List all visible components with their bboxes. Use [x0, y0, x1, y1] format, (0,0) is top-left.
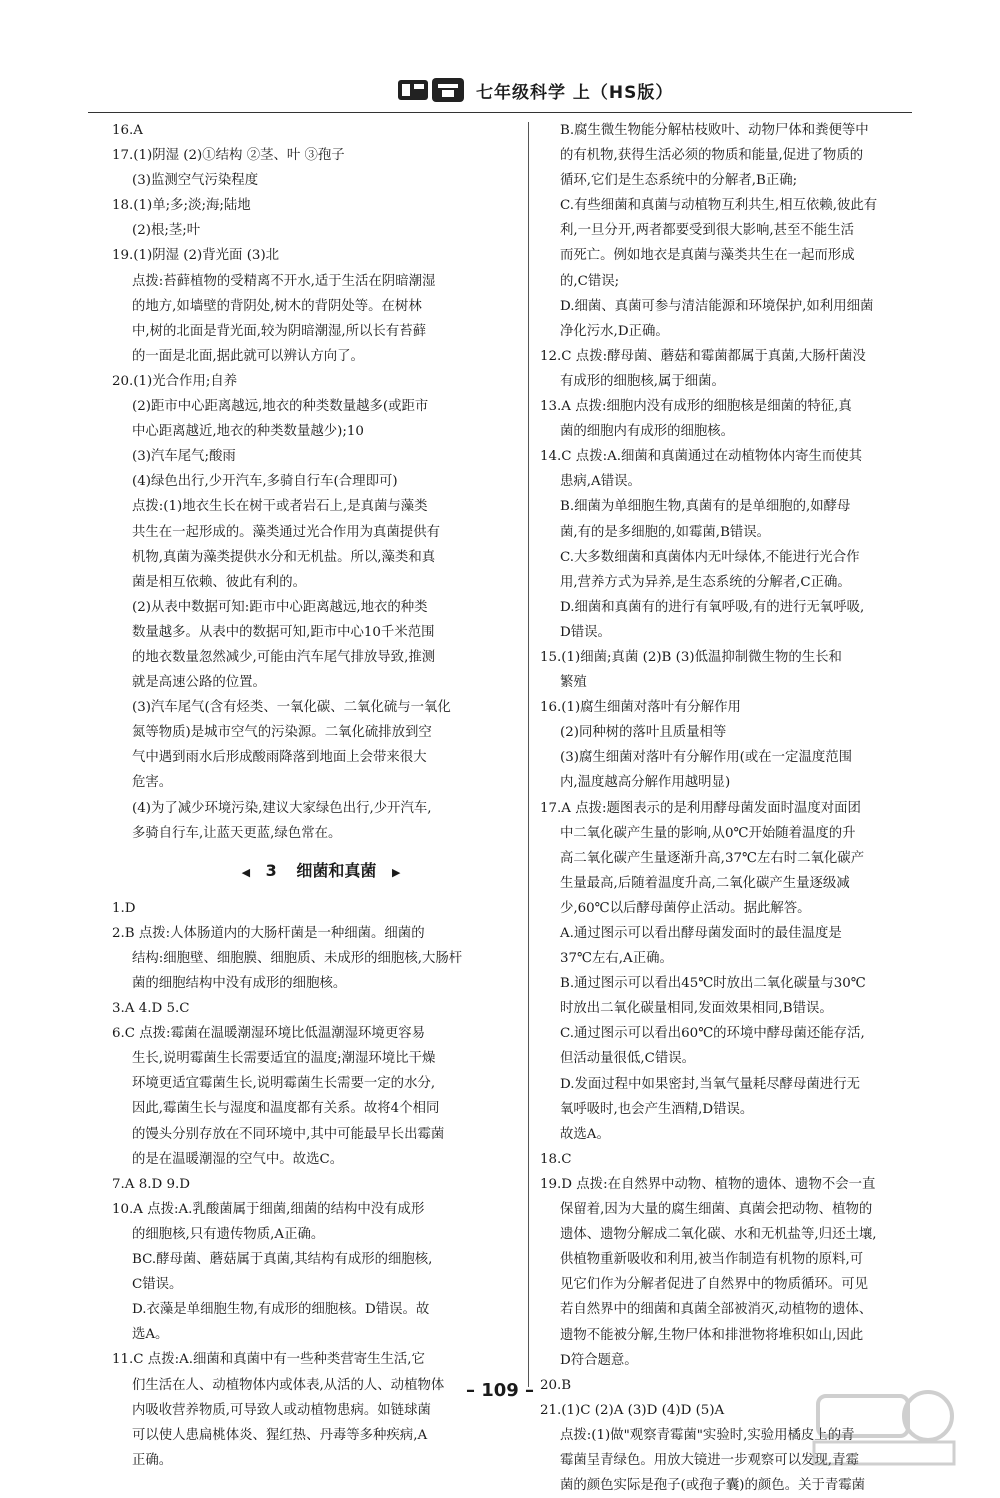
text-line: 故选A。: [560, 1126, 610, 1142]
text-line: C错误。: [132, 1277, 183, 1293]
text-line: (2)根;茎;叶: [132, 223, 201, 239]
text-line: 利,一旦分开,两者都要受到很大影响,甚至不能生活: [560, 223, 854, 239]
text-line: 10.A 点拨:A.乳酸菌属于细菌,细菌的结构中没有成形: [112, 1201, 425, 1217]
text-line: 点拨:(1)地衣生长在树干或者岩石上,是真菌与藻类: [132, 499, 428, 515]
header-title: 七年级科学 上（HS版）: [476, 83, 674, 103]
text-line: 3.A 4.D 5.C: [112, 1001, 190, 1017]
text-line: 的地方,如墙壁的背阴处,树木的背阴处等。在树林: [132, 298, 422, 314]
text-line: 16.A: [112, 123, 143, 138]
text-line: D.细菌和真菌有的进行有氧呼吸,有的进行无氧呼吸,: [560, 599, 865, 615]
text-line: 少,60℃以后酵母菌停止活动。据此解答。: [560, 900, 811, 916]
text-line: 中心距离越近,地衣的种类数量越少);10: [132, 424, 364, 440]
text-line: 净化污水,D正确。: [560, 323, 669, 339]
text-line: 点拨:(1)做"观察青霉菌"实验时,实验用橘皮上的青: [560, 1427, 855, 1443]
text-line: (3)监测空气污染程度: [132, 173, 259, 189]
text-line: 用,营养方式为异养,是生态系统的分解者,C正确。: [560, 574, 851, 590]
text-line: 气中遇到雨水后形成酸雨降落到地面上会带来很大: [132, 750, 427, 766]
text-line: B.腐生微生物能分解枯枝败叶、动物尸体和粪便等中: [560, 123, 869, 138]
text-line: 的一面是北面,据此就可以辨认方向了。: [132, 348, 364, 364]
page-number: – 109 –: [465, 1380, 535, 1401]
text-line: 患病,A错误。: [560, 474, 641, 490]
text-line: 生长,说明霉菌生长需要适宜的温度;潮湿环境比干燥: [132, 1051, 436, 1067]
text-line: A.通过图示可以看出酵母菌发面时的最佳温度是: [560, 926, 842, 941]
text-line: 机物,真菌为藻类提供水分和无机盐。所以,藻类和真: [132, 549, 436, 565]
section-heading: [112, 846, 530, 896]
text-line: 20.B: [540, 1377, 572, 1393]
text-line: 共生在一起形成的。藻类通过光合作用为真菌提供有: [132, 524, 440, 540]
text-line: (3)腐生细菌对落叶有分解作用(或在一定温度范围: [560, 750, 853, 766]
book-logo-icon: [396, 76, 468, 104]
text-line: 17.(1)阴湿 (2)①结构 ②茎、叶 ③孢子: [112, 148, 345, 164]
text-line: 14.C 点拨:A.细菌和真菌通过在动植物体内寄生而使其: [540, 449, 863, 465]
text-line: B.通过图示可以看出45℃时放出二氧化碳量与30℃: [560, 976, 866, 992]
right-triangle-icon: ▶: [391, 865, 401, 879]
text-line: 遗物不能被分解,生物尸体和排泄物将堆积如山,因此: [560, 1327, 864, 1343]
text-line: 多骑自行车,让蓝天更蓝,绿色常在。: [132, 825, 342, 841]
text-line: 危害。: [132, 775, 173, 791]
text-line: 的是在温暖潮湿的空气中。故选C。: [132, 1151, 344, 1167]
page-header: [88, 72, 912, 113]
text-line: 中,树的北面是背光面,较为阴暗潮湿,所以长有苔藓: [132, 323, 426, 339]
text-line: 霉菌呈青绿色。用放大镜进一步观察可以发现,青霉: [560, 1452, 859, 1468]
text-line: 12.C 点拨:酵母菌、蘑菇和霉菌都属于真菌,大肠杆菌没: [540, 348, 866, 364]
text-line: D.细菌、真菌可参与清洁能源和环境保护,如利用细菌: [560, 298, 874, 314]
text-line: 时放出二氧化碳量相同,发面效果相同,B错误。: [560, 1001, 833, 1017]
section-title: 细菌和真菌: [296, 860, 377, 880]
text-line: 可以使人患扁桃体炎、猩红热、丹毒等多种疾病,A: [132, 1427, 428, 1443]
text-line: 循环,它们是生态系统中的分解者,B正确;: [560, 173, 798, 189]
text-line: 保留着,因为大量的腐生细菌、真菌会把动物、植物的: [560, 1202, 873, 1218]
text-line: 氮等物质)是城市空气的污染源。二氧化硫排放到空: [132, 725, 432, 741]
text-line: 21.(1)C (2)A (3)D (4)D (5)A: [540, 1402, 725, 1418]
text-line: D.发面过程中如果密封,当氧气量耗尽酵母菌进行无: [560, 1076, 860, 1092]
text-line: 生量最高,后随着温度升高,二氧化碳产生量逐级减: [560, 875, 850, 891]
text-line: 中二氧化碳产生量的影响,从0℃开始随着温度的升: [560, 825, 856, 841]
text-line: 的地衣数量忽然减少,可能由汽车尾气排放导致,推测: [132, 649, 436, 665]
text-line: C.大多数细菌和真菌体内无叶绿体,不能进行光合作: [560, 549, 860, 565]
text-line: 20.(1)光合作用;自养: [112, 373, 238, 389]
text-line: C.通过图示可以看出60℃的环境中酵母菌还能存活,: [560, 1026, 865, 1042]
left-column: [112, 118, 530, 1473]
text-line: D符合题意。: [560, 1352, 638, 1368]
text-line: 的,C错误;: [560, 273, 620, 289]
text-line: (2)同种树的落叶且质量相等: [560, 725, 727, 741]
text-line: C.有些细菌和真菌与动植物互利共生,相互依赖,彼此有: [560, 198, 878, 214]
text-line: (4)绿色出行,少开汽车,多骑自行车(合理即可): [132, 474, 398, 490]
text-line: 氧呼吸时,也会产生酒精,D错误。: [560, 1101, 754, 1117]
text-line: 17.A 点拨:题图表示的是利用酵母菌发面时温度对面团: [540, 800, 861, 816]
text-line: 菌,有的是多细胞的,如霉菌,B错误。: [560, 524, 771, 540]
text-line: 18.(1)单;多;淡;海;陆地: [112, 198, 251, 214]
text-line: 点拨:苔藓植物的受精离不开水,适于生活在阴暗潮湿: [132, 273, 436, 289]
text-line: 19.(1)阴湿 (2)背光面 (3)北: [112, 248, 280, 264]
text-line: 内,温度越高分解作用越明显): [560, 775, 731, 791]
text-line: 们生活在人、动植物体内或体表,从活的人、动植物体: [132, 1377, 445, 1393]
column-divider: [528, 122, 529, 1387]
text-line: 的馒头分别存放在不同环境中,其中可能最早长出霉菌: [132, 1126, 445, 1142]
text-line: 因此,霉菌生长与湿度和温度都有关系。故将4个相同: [132, 1101, 440, 1117]
text-line: 1.D: [112, 900, 136, 916]
text-line: 菌是相互依赖、彼此有利的。: [132, 574, 307, 590]
text-line: 选A。: [132, 1327, 169, 1343]
text-line: D.衣藻是单细胞生物,有成形的细胞核。D错误。故: [132, 1302, 430, 1318]
text-line: (4)为了减少环境污染,建议大家绿色出行,少开汽车,: [132, 800, 432, 816]
text-line: 的细胞核,只有遗传物质,A正确。: [132, 1226, 325, 1242]
watermark-stamp-icon: [808, 1384, 958, 1468]
text-line: 繁殖: [560, 675, 587, 691]
text-line: (3)汽车尾气(含有烃类、一氧化碳、二氧化硫与一氧化: [132, 700, 451, 716]
text-line: 13.A 点拨:细胞内没有成形的细胞核是细菌的特征,真: [540, 399, 852, 415]
right-column: [540, 118, 958, 1498]
text-line: 而死亡。例如地衣是真菌与藻类共生在一起而形成: [560, 248, 855, 264]
text-line: 2.B 点拨:人体肠道内的大肠杆菌是一种细菌。细菌的: [112, 925, 425, 941]
text-line: D错误。: [560, 624, 611, 640]
text-line: 15.(1)细菌;真菌 (2)B (3)低温抑制微生物的生长和: [540, 649, 842, 665]
text-line: 环境更适宜霉菌生长,说明霉菌生长需要一定的水分,: [132, 1076, 436, 1092]
text-line: 但活动量很低,C错误。: [560, 1051, 696, 1067]
text-line: 高二氧化碳产生量逐渐升高,37℃左右时二氧化碳产: [560, 850, 865, 866]
text-line: 的有机物,获得生活必须的物质和能量,促进了物质的: [560, 148, 864, 164]
text-line: 若自然界中的细菌和真菌全部被消灭,动植物的遗体、: [560, 1302, 873, 1318]
text-line: 7.A 8.D 9.D: [112, 1176, 190, 1192]
text-line: BC.酵母菌、蘑菇属于真菌,其结构有成形的细胞核,: [132, 1252, 433, 1268]
left-triangle-icon: ◀: [241, 865, 251, 879]
text-line: (2)从表中数据可知:距市中心距离越远,地衣的种类: [132, 599, 428, 615]
text-line: 19.D 点拨:在自然界中动物、植物的遗体、遗物不会一直: [540, 1176, 876, 1192]
text-line: (2)距市中心距离越远,地衣的种类数量越多(或距市: [132, 399, 429, 415]
text-line: 菌的颜色实际是孢子(或孢子囊)的颜色。关于青霉菌: [560, 1478, 866, 1494]
text-line: 内吸收营养物质,可导致人或动植物患病。如链球菌: [132, 1402, 431, 1418]
text-line: 菌的细胞内有成形的细胞核。: [560, 424, 735, 440]
text-line: 见它们作为分解者促进了自然界中的物质循环。可见: [560, 1277, 868, 1293]
text-line: 6.C 点拨:霉菌在温暖潮湿环境比低温潮湿环境更容易: [112, 1026, 425, 1042]
text-line: 数量越多。从表中的数据可知,距市中心10千米范围: [132, 624, 435, 640]
section-number: 3: [265, 860, 277, 880]
text-line: 菌的细胞结构中没有成形的细胞核。: [132, 976, 347, 991]
text-line: 有成形的细胞核,属于细菌。: [560, 373, 725, 389]
text-line: 遗体、遗物分解成二氧化碳、水和无机盐等,归还土壤,: [560, 1227, 877, 1243]
text-line: 结构:细胞壁、细胞膜、细胞质、未成形的细胞核,大肠杆: [132, 950, 463, 966]
text-line: 11.C 点拨:A.细菌和真菌中有一些种类营寄生生活,它: [112, 1352, 425, 1368]
text-line: 16.(1)腐生细菌对落叶有分解作用: [540, 700, 741, 716]
text-line: 37℃左右,A正确。: [560, 951, 673, 967]
text-line: B.细菌为单细胞生物,真菌有的是单细胞的,如酵母: [560, 499, 851, 515]
text-line: 18.C: [540, 1151, 572, 1167]
text-line: 供植物重新吸收和利用,被当作制造有机物的原料,可: [560, 1252, 864, 1268]
text-line: 正确。: [132, 1452, 173, 1468]
text-line: (3)汽车尾气;酸雨: [132, 449, 236, 465]
text-line: 就是高速公路的位置。: [132, 675, 266, 691]
